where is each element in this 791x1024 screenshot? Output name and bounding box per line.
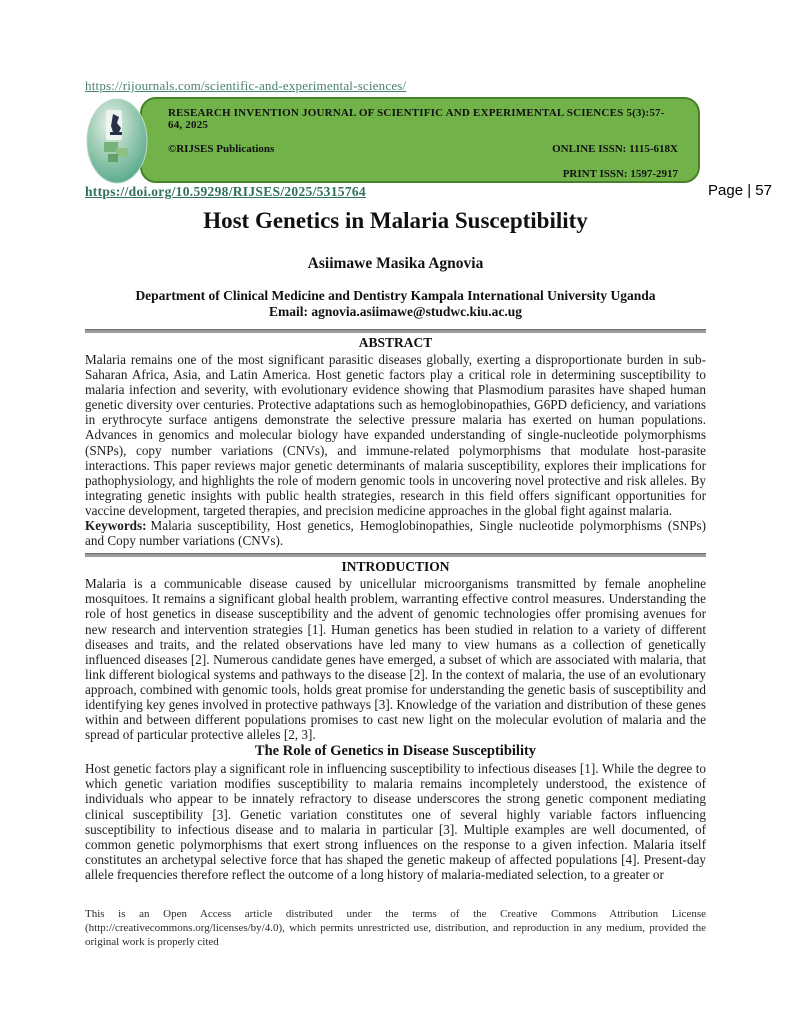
online-issn-label: ONLINE ISSN: 1115-618X [552,143,678,155]
article-body [85,208,706,960]
subsection-heading: The Role of Genetics in Disease Susceptibility [254,743,537,760]
journal-title-line: RESEARCH INVENTION JOURNAL OF SCIENTIFIC AND EXPERIMENTAL SCIENCES 5(3):57-64, 2025 [168,107,665,131]
journal-logo [86,98,148,184]
section-divider [85,329,706,333]
introduction-heading: INTRODUCTION [341,559,450,575]
abstract-text: Malaria remains one of the most significant parasitic diseases globally, exerting a disproportionate burden in sub-Saharan Africa, Asia, and Latin America. Host genetic factors play a critical role in determining susceptibility to malaria infection and severity, with evolutionary evidence showing that Plasmodium parasites have shaped human genetic diversity over centuries. Protective adaptations such as hemoglobinopathies, G6PD deficiency, and variations in erythrocyte surface antigens demonstrate the selective pressure malaria has exerted on human populations. Advances in genomics and molecular biology have expanded understanding of single-nucleotide polymorphisms (SNPs), copy number variations (CNVs), and immune-related polymorphisms that modulate host-parasite interactions. This paper reviews major genetic determinants of malaria susceptibility, explores their implications for pathophysiology, and highlights the role of modern genomic tools in uncovering novel protective and risk alleles. By integrating genetic insights with public health strategies, research in this field offers significant opportunities for vaccine development, targeted therapies, and precision medicine approaches in the global fight against malaria. [85,352,706,518]
microscope-icon [86,98,148,184]
author-affiliation: Department of Clinical Medicine and Dentistry Kampala International University Uganda [135,288,656,303]
author-name: Asiimawe Masika Agnovia [307,255,484,272]
role-genetics-text: Host genetic factors play a significant role in influencing susceptibility to infectious diseases [1]. While the degree to which genetic variation modifies susceptibility to malaria remains incompletely understood, the existence of individuals who appear to be innately refractory to disease underscores the strong genetic component mediating clinical susceptibility [3]. Genetic variation constitutes one of several highly variable factors influencing susceptibility to infectious disease and to malaria in particular [3]. Multiple examples are well documented, of common genetic polymorphisms that exert strong influences on the response to a given infection. Malaria itself constitutes an archetypal selective force that has shaped the genetic makeup of affected populations [4]. Present-day allele frequencies therefore reflect the outcome of a long history of malaria-mediated selection, to a greater or [85,761,706,882]
section-divider [85,553,706,557]
article-title: Host Genetics in Malaria Susceptibility [203,208,588,233]
publisher-label: ©RIJSES Publications [168,143,275,155]
doi-link[interactable]: https://doi.org/10.59298/RIJSES/2025/5315764 [85,184,366,199]
journal-banner [140,97,700,183]
keywords-label: Keywords: [85,518,147,534]
author-email: Email: agnovia.asiimawe@studwc.kiu.ac.ug [269,303,522,319]
license-note: This is an Open Access article distributed under the terms of the Creative Commons Attribution License (http://creativecommons.org/licenses/by/4.0), which permits unrestricted use, distribution, and reproduction in any medium, provided the original work is properly cited [85,908,706,948]
print-issn-label: PRINT ISSN: 1597-2917 [562,168,678,180]
page-number-label: Page | 57 [708,182,772,199]
abstract-heading: ABSTRACT [358,335,433,350]
keywords-text: Malaria susceptibility, Host genetics, Hemoglobinopathies, Single nucleotide polymorphisms (SNPs) and Copy number variations (CNVs). [85,518,706,549]
keywords-line [85,518,706,548]
journal-website-link[interactable]: https://rijournals.com/scientific-and-experimental-sciences/ [85,78,407,93]
introduction-text: Malaria is a communicable disease caused by unicellular microorganisms transmitted by female anopheline mosquitoes. It remains a significant global health problem, warranting effective control measures. Understanding the role of host genetics in disease susceptibility and the advent of genomic technologies offer promising avenues for new research and intervention strategies [1]. Human genetics has been studied in relation to a variety of different diseases and traits, and the related observations have led many to view humans as a collection of genetically influenced diseases [2]. Numerous candidate genes have emerged, a subset of which are associated with malaria, that link different biological systems and pathways to the disease [2]. In the context of malaria, the use of an evolutionary approach, combined with genomic tools, holds great promise for understanding the genetic basis of susceptibility and identifying key genes involved in protective pathways [3]. Knowledge of the variation and distribution of these genes within and between different populations promises to cast new light on the molecular evolution of malaria and the spread of particular protective alleles [2, 3]. [85,576,706,743]
